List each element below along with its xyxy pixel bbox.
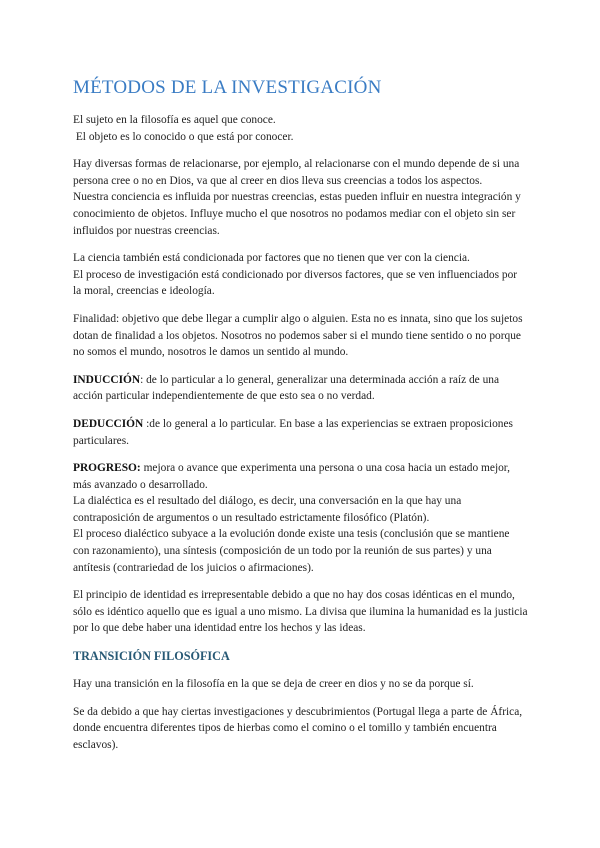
deduccion-term: DEDUCCIÓN — [73, 417, 144, 430]
paragraph-dialectica: La dialéctica es el resultado del diálogo, es decir, una conversación en la que hay una contraposición de argumentos o un resultado estrictamente filosófico (Platón). — [73, 495, 462, 524]
induccion-definition: : de lo particular a lo general, generalizar una determinada acción a raíz de una acción particular independientemente de que esto sea o no verdad. — [73, 373, 500, 403]
paragraph-ciencia — [73, 250, 528, 300]
paragraph-relacionarse: Hay diversas formas de relacionarse, por ejemplo, al relacionarse con el mundo depende de si una persona cree o no en Dios, va que al creer en dios lleva sus creencias a todos los aspectos. — [73, 158, 520, 187]
progreso-definition: mejora o avance que experimenta una persona o una cosa hacia un estado mejor, más avanzado o desarrollado. — [73, 462, 510, 491]
paragraph-deduccion — [73, 416, 528, 449]
progreso-term: PROGRESO: — [73, 462, 141, 475]
paragraph-identidad: El principio de identidad es irrepresentable debido a que no hay dos cosas idénticas en el mundo, sólo es idéntico aquello que es igual a uno mismo. La divisa que ilumina la humanidad es la justicia por lo que debe haber una identidad entre los hechos y las ideas. — [73, 589, 528, 635]
paragraph-induccion — [73, 372, 528, 405]
deduccion-definition: :de lo general a lo particular. En base a las experiencias se extraen proposiciones particulares. — [73, 417, 513, 447]
ciencia-line: La ciencia también está condicionada por factores que no tienen que ver con la ciencia. — [73, 252, 470, 265]
paragraph-causa: Se da debido a que hay ciertas investigaciones y descubrimientos (Portugal llega a parte de África, donde encuentra diferentes tipos de hierbas como el comino o el tomillo y también encuentra esclavos). — [73, 705, 523, 751]
paragraph-finalidad: Finalidad: objetivo que debe llegar a cumplir algo o alguien. Esta no es innata, sino que los sujetos dotan de finalidad a los objetos. Nosotros no podemos saber si el mundo tiene sentido o no porque no somos el mundo, nosotros le damos un sentido al mundo. — [73, 312, 523, 359]
paragraph-transicion: Hay una transición en la filosofía en la que se deja de creer en dios y no se da porque sí. — [73, 678, 474, 691]
paragraph-sujeto-objeto — [73, 112, 528, 145]
proceso-investigacion-line: El proceso de investigación está condicionado por diversos factores, que se ven influenciados por la moral, creencias e ideología. — [73, 268, 518, 298]
document-title: MÉTODOS DE LA INVESTIGACIÓN — [73, 77, 382, 98]
section-subtitle: TRANSICIÓN FILOSÓFICA — [73, 649, 230, 664]
paragraph-proceso-dialectico: El proceso dialéctico subyace a la evolución donde existe una tesis (conclusión que se mantiene con razonamiento), una síntesis (composición de un todo por la reunión de sus partes) y una antítesis (contrariedad de los juicios o afirmaciones). — [73, 528, 510, 574]
induccion-term: INDUCCIÓN — [73, 373, 141, 386]
objeto-line: El objeto es lo conocido o que está por conocer. — [73, 130, 294, 143]
document-page — [73, 76, 528, 764]
paragraph-conciencia: Nuestra conciencia es influida por nuestras creencias, estas pueden influir en nuestra integración y conocimiento de objetos. Influye mucho el que nosotros no podamos mediar con el objeto sin ser influidos por nuestras creencias. — [73, 191, 521, 237]
sujeto-line: El sujeto en la filosofía es aquel que conoce. — [73, 114, 276, 126]
paragraph-progreso — [73, 460, 528, 493]
